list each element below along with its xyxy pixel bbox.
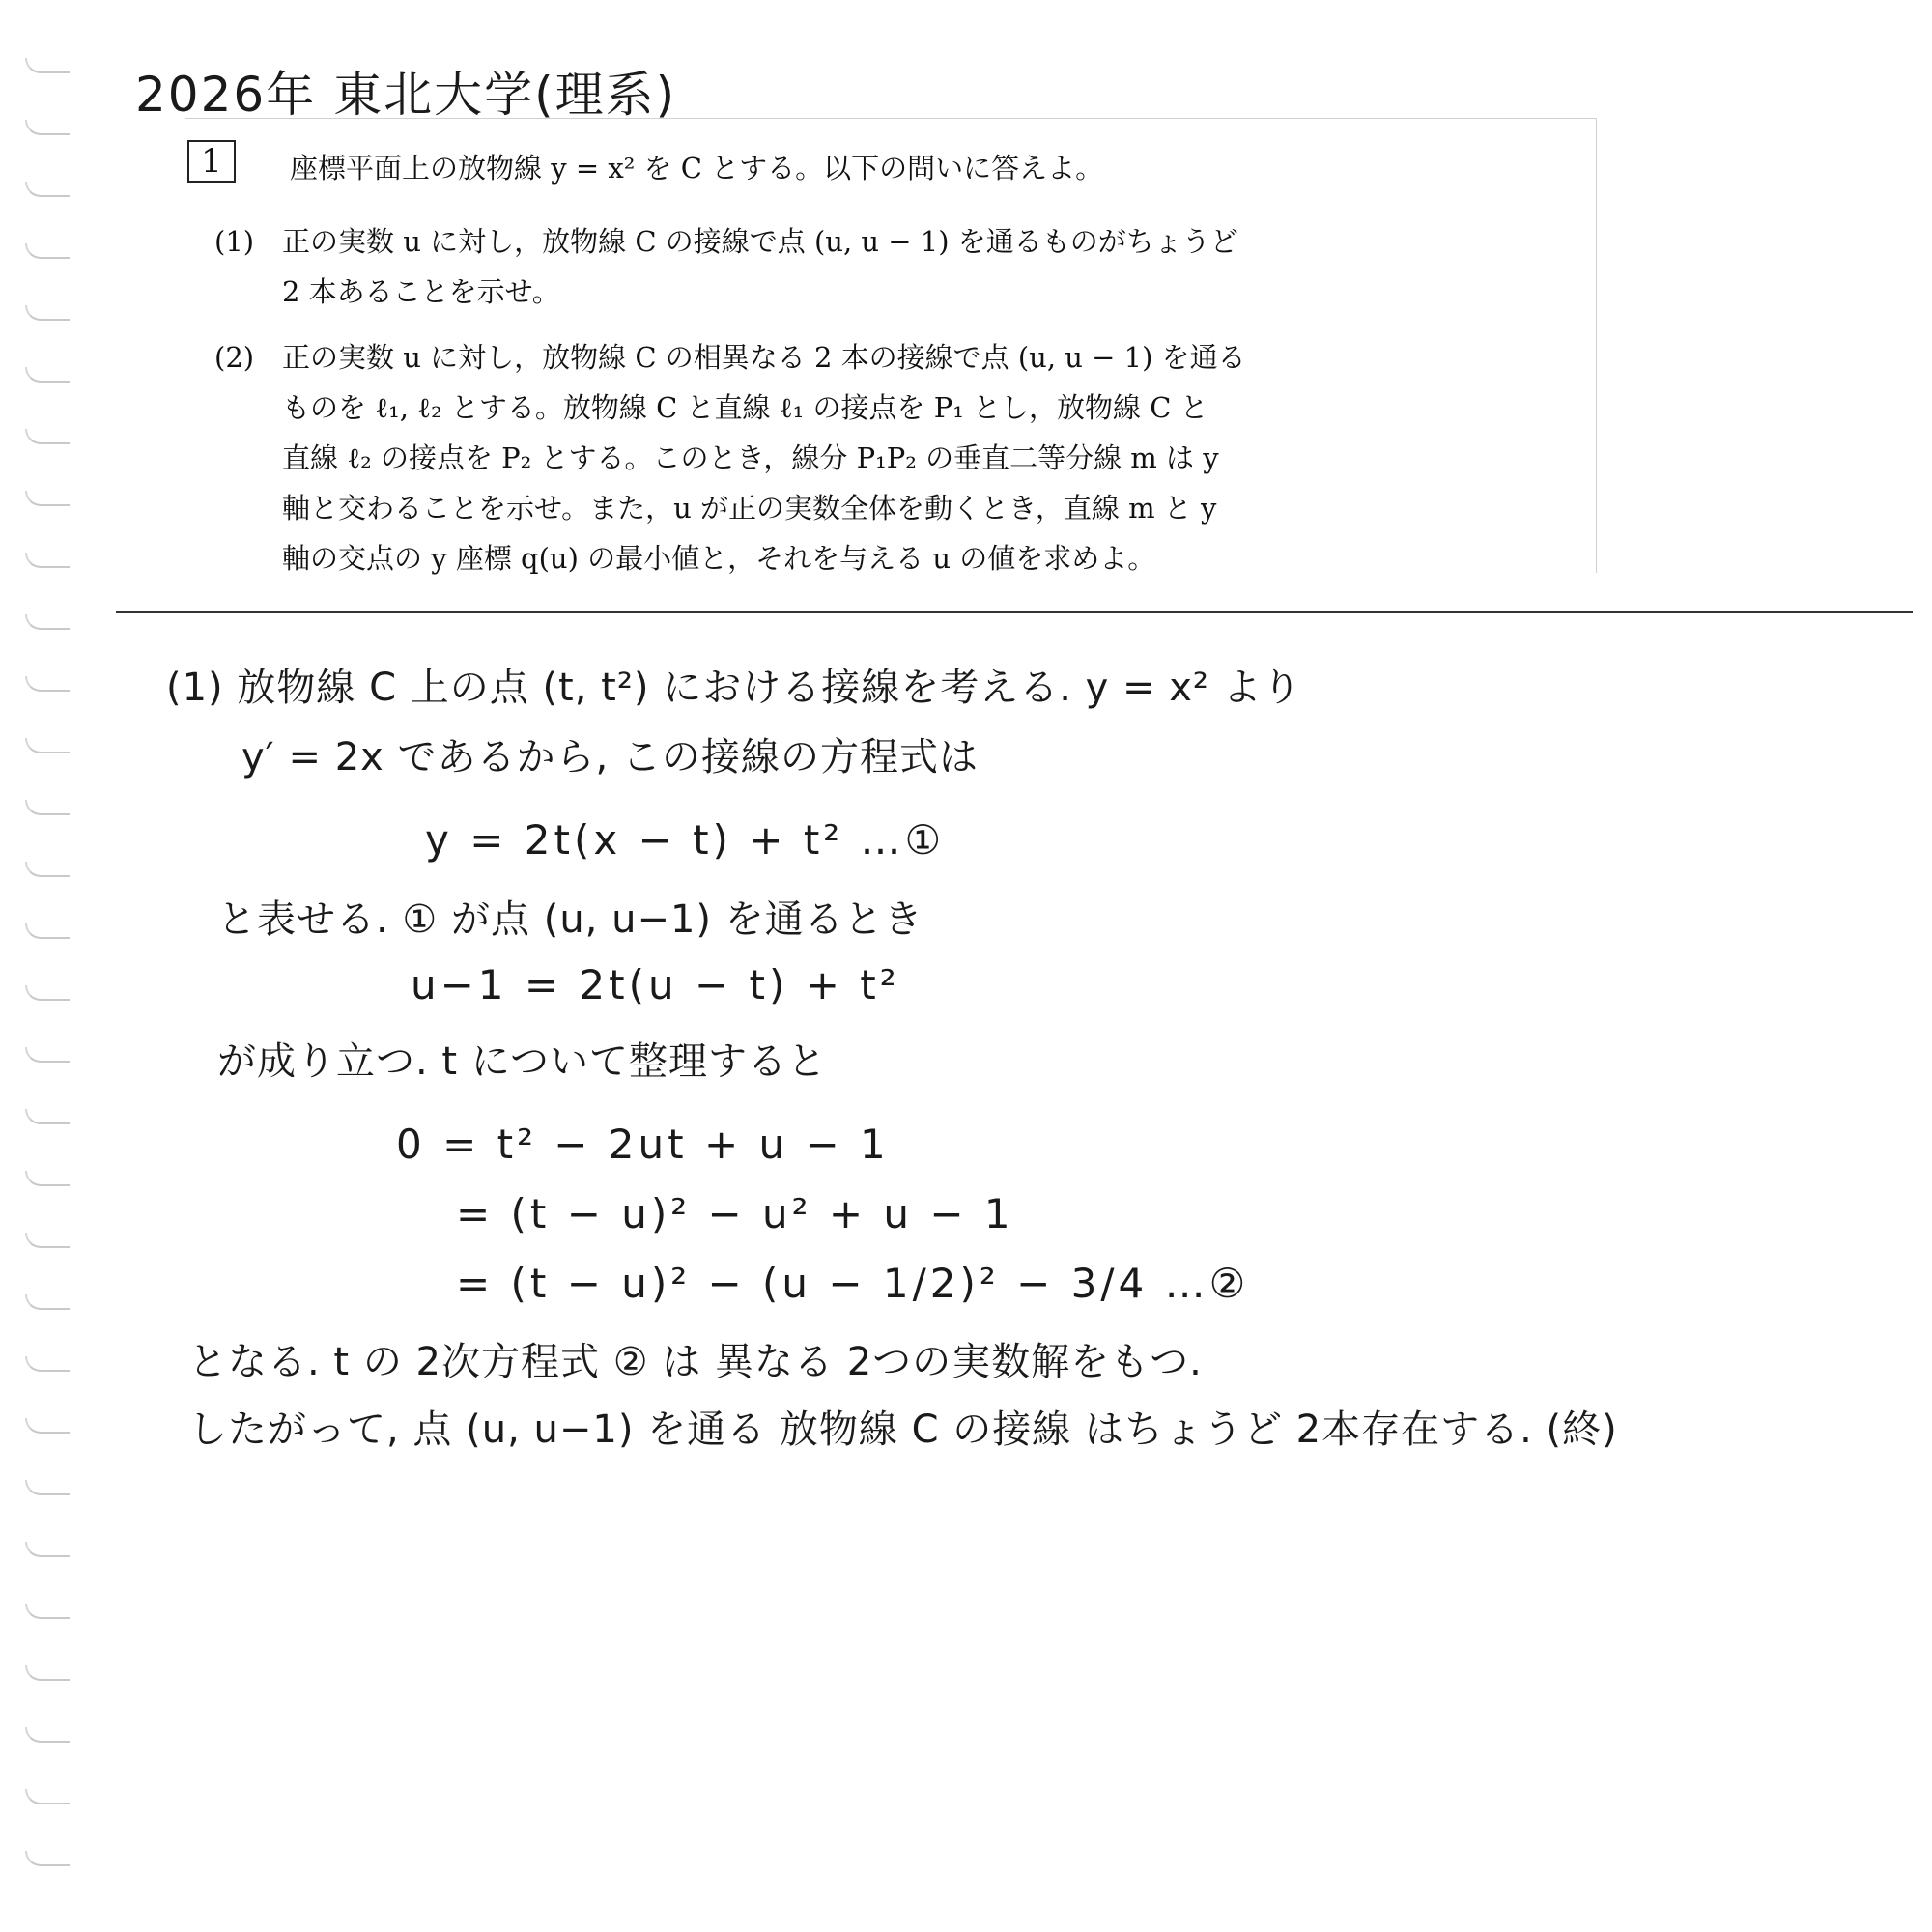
notebook-binding bbox=[25, 58, 73, 1913]
solution-equation: 0 = t² − 2ut + u − 1 bbox=[396, 1121, 890, 1168]
solution-line: となる. t の 2次方程式 ② は 異なる 2つの実数解をもつ. bbox=[188, 1340, 1203, 1384]
page-title: 2026年 東北大学(理系) bbox=[135, 67, 677, 123]
solution-line: と表せる. ① が点 (u, u−1) を通るとき bbox=[217, 897, 923, 942]
question-text: 正の実数 u に対し，放物線 C の相異なる 2 本の接線で点 (u, u − 1) を通る ものを ℓ₁, ℓ₂ とする。放物線 C と直線 ℓ₁ の接点を P₁ とし，放物線 C と 直線 ℓ₂ の接点を P₂ とする。このとき，線分 P₁P₂ の垂直二等分線 m は y 軸と交わることを示せ。また，u が正の実数全体を動くとき，直線 m と y 軸の交点の y 座標 q(u) の最小値と，それを与える u の値を求めよ。 bbox=[282, 341, 1246, 575]
question-label: (2) bbox=[214, 341, 255, 374]
problem-intro: 座標平面上の放物線 y = x² を C とする。以下の問いに答えよ。 bbox=[290, 152, 1104, 185]
solution-equation: = (t − u)² − u² + u − 1 bbox=[456, 1190, 1014, 1237]
solution-equation: u−1 = 2t(u − t) + t² bbox=[411, 961, 900, 1009]
question-text: 正の実数 u に対し，放物線 C の接線で点 (u, u − 1) を通るものがちょうど 2 本あることを示せ。 bbox=[282, 225, 1238, 308]
solution-line: y′ = 2x であるから, この接線の方程式は bbox=[242, 735, 979, 780]
solution-equation: y = 2t(x − t) + t² …① bbox=[425, 816, 946, 864]
section-divider bbox=[116, 611, 1913, 613]
problem-number: 1 bbox=[187, 140, 236, 183]
solution-equation: = (t − u)² − (u − 1/2)² − 3/4 …② bbox=[456, 1260, 1250, 1307]
question-label: (1) bbox=[214, 225, 255, 258]
solution-line: が成り立つ. t について整理すると bbox=[217, 1039, 828, 1084]
solution-line: (1) 放物線 C 上の点 (t, t²) における接線を考える. y = x² より bbox=[166, 666, 1302, 710]
solution-line: したがって, 点 (u, u−1) を通る 放物線 C の接線 はちょうど 2本存在する. (終) bbox=[188, 1407, 1618, 1452]
